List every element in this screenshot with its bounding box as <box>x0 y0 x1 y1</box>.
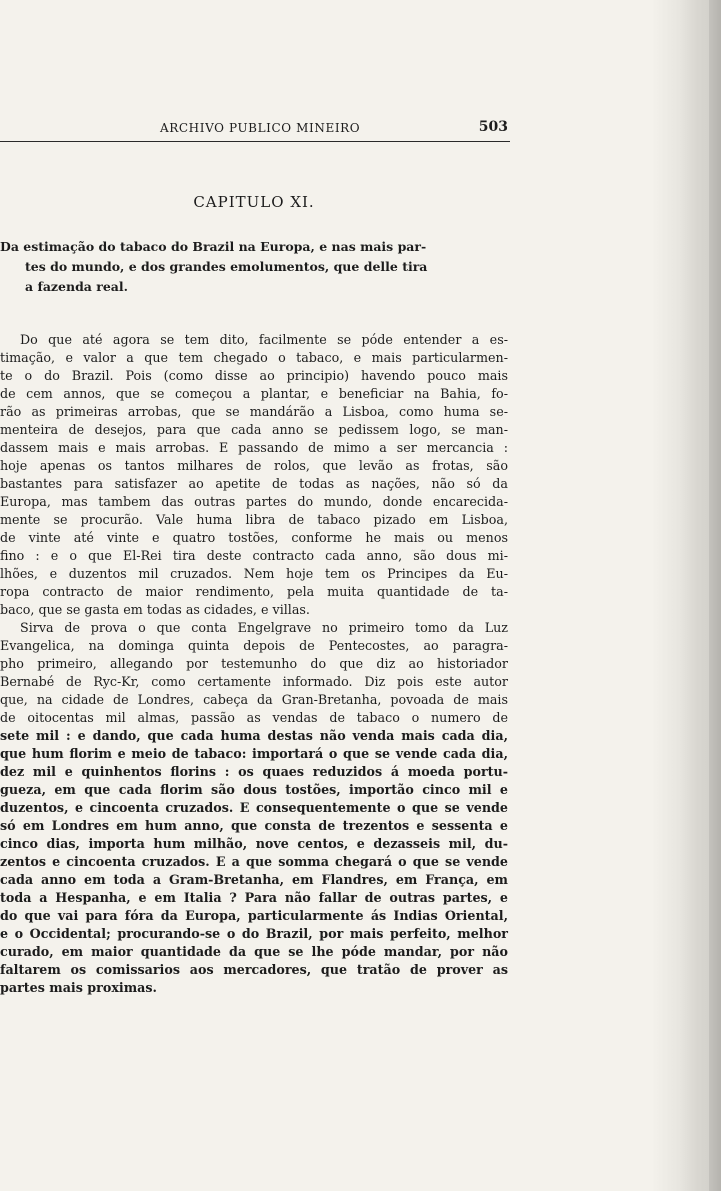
text-line: curado, em maior quantidade da que se lhe póde mandar, por não <box>0 944 508 959</box>
body-text <box>0 331 508 997</box>
text-line: hoje apenas os tantos milhares de rolos, que levão as frotas, são <box>0 458 508 473</box>
text-line: e o Occidental; procurando-se o do Brazil, por mais perfeito, melhor <box>0 926 508 941</box>
text-line: só em Londres em hum anno, que consta de trezentos e sessenta e <box>0 818 508 833</box>
text-line: duzentos, e cincoenta cruzados. E consequentemente o que se vende <box>0 800 508 815</box>
text-line: do que vai para fóra da Europa, particularmente ás Indias Oriental, <box>0 908 508 923</box>
text-line: baco, que se gasta em todas as cidades, e villas. <box>0 602 310 617</box>
text-line: bastantes para satisfazer ao apetite de todas as nações, não só da <box>0 476 508 491</box>
text-line: mente se procurão. Vale huma libra de tabaco pizado em Lisboa, <box>0 512 508 527</box>
text-line: te o do Brazil. Pois (como disse ao principio) havendo pouco mais <box>0 368 508 383</box>
text-line: toda a Hespanha, e em Italia ? Para não fallar de outras partes, e <box>0 890 508 905</box>
text-line: faltarem os comissarios aos mercadores, que tratão de prover as <box>0 962 508 977</box>
running-head: ARCHIVO PUBLICO MINEIRO <box>160 121 361 135</box>
text-line: pho primeiro, allegando por testemunho do que diz ao historiador <box>0 656 508 671</box>
text-line: cinco dias, importa hum milhão, nove centos, e dezasseis mil, du- <box>0 836 508 851</box>
text-line: zentos e cincoenta cruzados. E a que somma chegará o que se vende <box>0 854 508 869</box>
summary-line: Da estimação do tabaco do Brazil na Europa, e nas mais par- <box>0 239 427 254</box>
text-line: de vinte até vinte e quatro tostões, conforme he mais ou menos <box>0 530 508 545</box>
text-line: lhões, e duzentos mil cruzados. Nem hoje tem os Principes da Eu- <box>0 566 508 581</box>
text-line: que, na cidade de Londres, cabeça da Gran-Bretanha, povoada de mais <box>0 692 508 707</box>
text-line: Do que até agora se tem dito, facilmente se póde entender a es- <box>20 332 508 347</box>
text-line: timação, e valor a que tem chegado o tabaco, e mais particularmen- <box>0 350 508 365</box>
summary-line: tes do mundo, e dos grandes emolumentos, que delle tira <box>25 259 428 274</box>
text-line: gueza, em que cada florim são dous tostões, importão cinco mil e <box>0 782 508 797</box>
text-line: rão as primeiras arrobas, que se mandárão a Lisboa, como huma se- <box>0 404 508 419</box>
text-line: menteira de desejos, para que cada anno se pedissem logo, se man- <box>0 422 508 437</box>
text-line: fino : e o que El-Rei tira deste contracto cada anno, são dous mi- <box>0 548 508 563</box>
text-line: Evangelica, na dominga quinta depois de Pentecostes, ao paragra- <box>0 638 508 653</box>
text-line: dez mil e quinhentos florins : os quaes reduzidos á moeda portu- <box>0 764 508 779</box>
text-line: partes mais proximas. <box>0 980 157 995</box>
text-line: ropa contracto de maior rendimento, pela muita quantidade de ta- <box>0 584 508 599</box>
chapter-title: CAPITULO XI. <box>193 193 315 211</box>
summary-line: a fazenda real. <box>25 279 128 294</box>
text-line: sete mil : e dando, que cada huma destas não venda mais cada dia, <box>0 728 508 743</box>
text-line: de cem annos, que se começou a plantar, e beneficiar na Bahia, fo- <box>0 386 508 401</box>
text-line: Bernabé de Ryc-Kr, como certamente informado. Diz pois este autor <box>0 674 508 689</box>
text-line: Sirva de prova o que conta Engelgrave no primeiro tomo da Luz <box>20 620 508 635</box>
page-number: 503 <box>478 119 508 135</box>
header-rule <box>0 141 510 142</box>
text-line: que hum florim e meio de tabaco: importará o que se vende cada dia, <box>0 746 508 761</box>
text-line: de oitocentas mil almas, passão as vendas de tabaco o numero de <box>0 710 508 725</box>
text-line: cada anno em toda a Gram-Bretanha, em Flandres, em França, em <box>0 872 508 887</box>
text-line: Europa, mas tambem das outras partes do mundo, donde encarecida- <box>0 494 508 509</box>
page-edge-shadow <box>651 0 721 1191</box>
text-line: dassem mais e mais arrobas. E passando de mimo a ser mercancia : <box>0 440 508 455</box>
chapter-summary <box>0 237 508 297</box>
